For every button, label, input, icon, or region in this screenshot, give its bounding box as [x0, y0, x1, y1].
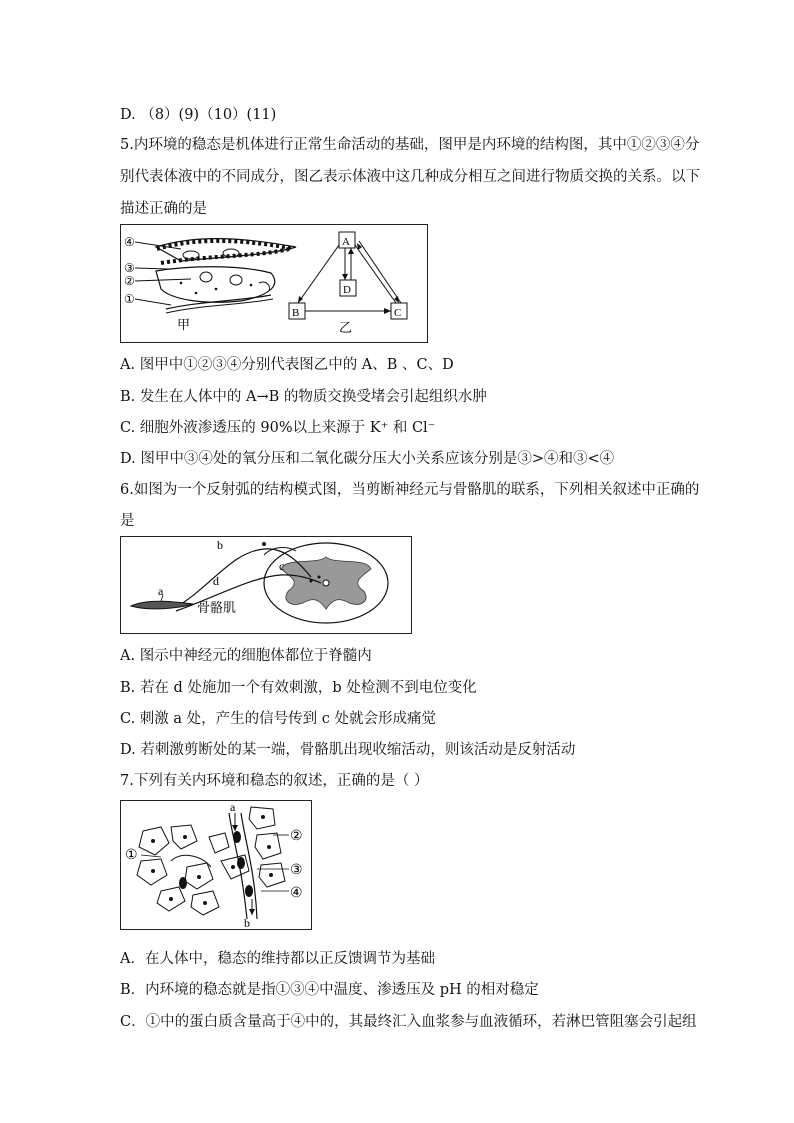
q6-option-b: B. 若在 d 处施加一个有效刺激，b 处检测不到电位变化	[120, 680, 477, 696]
label-a: a	[230, 801, 236, 814]
jia-diagram	[124, 235, 296, 332]
yi-node-d: D	[343, 284, 351, 296]
q6-option-c: C. 刺激 a 处，产生的信号传到 c 处就会形成痛觉	[120, 711, 436, 727]
q7-option-b: B．内环境的稳态就是指①③④中温度、渗透压及 pH 的相对稳定	[120, 982, 539, 998]
label-d: d	[213, 574, 219, 588]
q5-option-a: A. 图甲中①②③④分别代表图乙中的 A、B 、C、D	[120, 357, 454, 373]
reflex-arc-diagram	[131, 538, 388, 623]
label-b: b	[244, 916, 250, 929]
yi-caption: 乙	[339, 320, 353, 335]
jia-label-4: ④	[124, 235, 135, 249]
q5-option-c: C. 细胞外液渗透压的 90%以上来源于 K⁺ 和 Cl⁻	[120, 420, 436, 436]
yi-node-b: B	[292, 307, 300, 319]
q7-figure	[120, 800, 312, 930]
jia-label-1: ①	[124, 292, 135, 306]
q5-stem-line1: 5.内环境的稳态是机体进行正常生命活动的基础，图甲是内环境的结构图，其中①②③④分	[120, 137, 700, 153]
jia-caption: 甲	[177, 317, 191, 332]
label-b: b	[217, 538, 223, 552]
jia-label-2: ②	[124, 274, 135, 288]
q5-stem-line3: 描述正确的是	[120, 201, 207, 217]
label-1: ①	[125, 848, 138, 863]
yi-node-a: A	[342, 236, 350, 248]
q6-stem-line1: 6.如图为一个反射弧的结构模式图，当剪断神经元与骨骼肌的联系，下列相关叙述中正确的	[120, 482, 700, 498]
label-2: ②	[290, 829, 303, 844]
label-muscle: 骨骼肌	[197, 600, 237, 615]
q6-option-a: A. 图示中神经元的细胞体都位于脊髓内	[120, 648, 372, 664]
label-c: c	[279, 559, 285, 573]
q5-option-d: D. 图甲中③④处的氧分压和二氧化碳分压大小关系应该分别是③>④和③<④	[120, 451, 615, 467]
q7-option-c: C．①中的蛋白质含量高于④中的，其最终汇入血浆参与血液循环，若淋巴管阻塞会引起组	[120, 1014, 697, 1030]
q6-figure	[120, 536, 412, 634]
yi-node-c: C	[394, 307, 402, 319]
jia-label-3: ③	[124, 261, 135, 275]
q5-stem-line2: 别代表体液中的不同成分，图乙表示体液中这几种成分相互之间进行物质交换的关系。以下	[120, 169, 700, 185]
q5-figure	[120, 224, 428, 343]
label-4: ④	[290, 886, 303, 901]
label-3: ③	[290, 863, 303, 878]
q6-option-d: D. 若刺激剪断处的某一端，骨骼肌出现收缩活动，则该活动是反射活动	[120, 742, 576, 758]
yi-diagram	[289, 232, 407, 335]
q5-option-b: B. 发生在人体中的 A→B 的物质交换受堵会引起组织水肿	[120, 389, 487, 405]
option-d-prev: D. （8）(9)（10）(11)	[120, 107, 277, 123]
q6-stem-line2: 是	[120, 513, 135, 529]
q7-option-a: A．在人体中，稳态的维持都以正反馈调节为基础	[120, 951, 435, 967]
q7-stem: 7.下列有关内环境和稳态的叙述，正确的是（ ）	[120, 773, 429, 789]
tissue-cells-diagram	[125, 801, 303, 929]
label-a: a	[158, 584, 164, 598]
